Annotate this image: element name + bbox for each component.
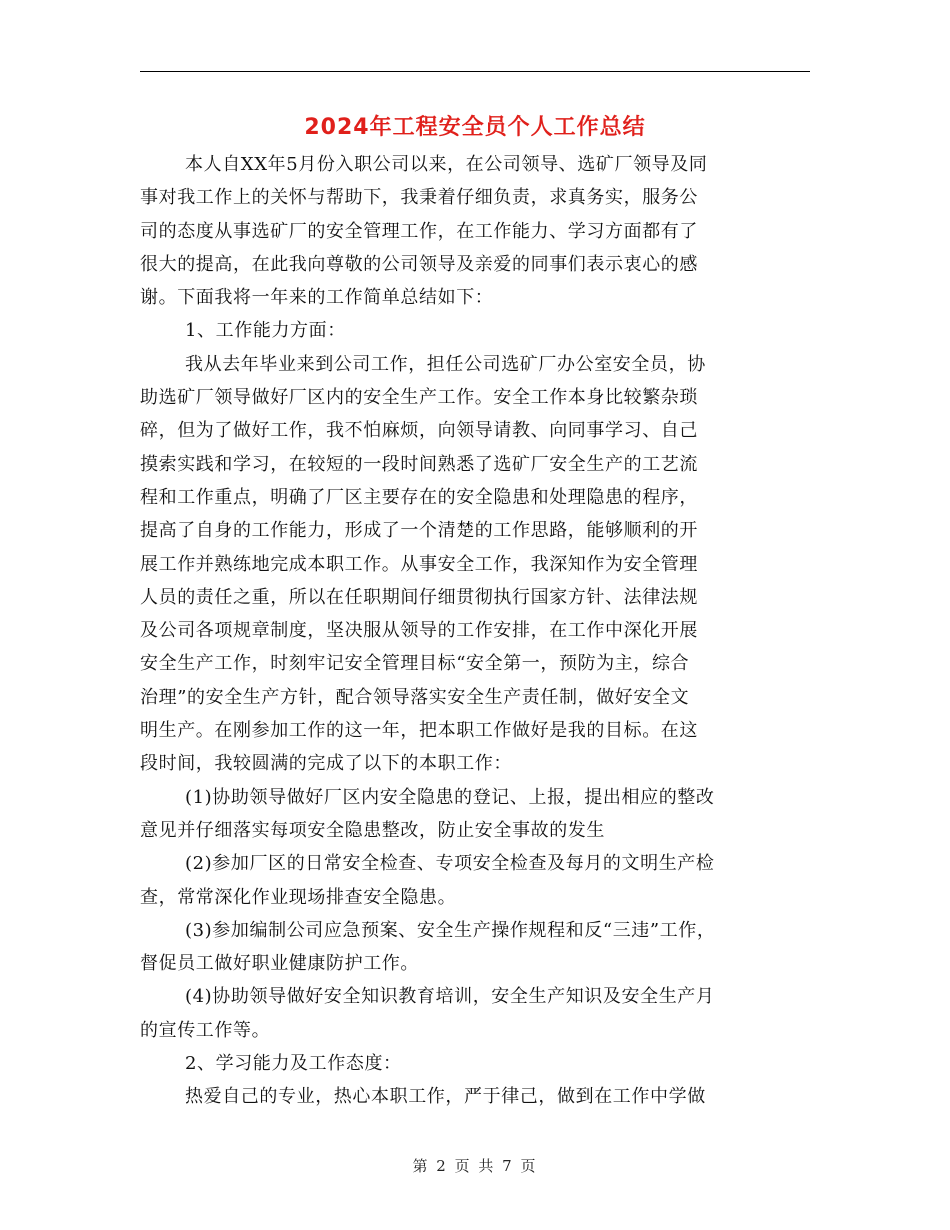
list-item-line: (4)协助领导做好安全知识教育培训，安全生产知识及安全生产月 [185,986,715,1008]
paragraph-line: 热爱自己的专业，热心本职工作，严于律己，做到在工作中学做 [185,1086,706,1108]
list-item-line: 督促员工做好职业健康防护工作。 [140,953,419,975]
list-item-line: 的宣传工作等。 [140,1019,271,1041]
document-body [140,148,810,1114]
paragraph-line: 提高了自身的工作能力，形成了一个清楚的工作思路，能够顺利的开 [140,520,698,542]
list-item-line: 意见并仔细落实每项安全隐患整改，防止安全事故的发生 [140,819,605,841]
paragraph-line: 展工作并熟练地完成本职工作。从事安全工作，我深知作为安全管理 [140,553,698,575]
list-item-line: (1)协助领导做好厂区内安全隐患的登记、上报，提出相应的整改 [185,786,715,808]
paragraph-line: 我从去年毕业来到公司工作，担任公司选矿厂办公室安全员，协 [185,353,706,375]
paragraph-line: 及公司各项规章制度，坚决服从领导的工作安排，在工作中深化开展 [140,620,698,642]
paragraph-line: 谢。下面我将一年来的工作简单总结如下： [140,287,494,309]
list-item-line: 查，常常深化作业现场排查安全隐患。 [140,886,457,908]
header-rule [140,71,810,72]
paragraph-line: 安全生产工作，时刻牢记安全管理目标“安全第一，预防为主，综合 [140,653,690,675]
paragraph-line: 段时间，我较圆满的完成了以下的本职工作： [140,753,512,775]
paragraph-line: 人员的责任之重，所以在任职期间仔细贯彻执行国家方针、法律法规 [140,586,698,608]
paragraph-line: 很大的提高，在此我向尊敬的公司领导及亲爱的同事们表示衷心的感 [140,253,698,275]
list-item-line: (2)参加厂区的日常安全检查、专项安全检查及每月的文明生产检 [185,853,715,875]
document-title: 2024年工程安全员个人工作总结 [304,115,646,140]
section-heading: 2、学习能力及工作态度： [185,1053,402,1075]
paragraph-line: 治理”的安全生产方针，配合领导落实安全生产责任制，做好安全文 [140,686,690,708]
paragraph-line: 摸索实践和学习，在较短的一段时间熟悉了选矿厂安全生产的工艺流 [140,453,698,475]
paragraph-line: 司的态度从事选矿厂的安全管理工作，在工作能力、学习方面都有了 [140,220,698,242]
paragraph-line: 助选矿厂领导做好厂区内的安全生产工作。安全工作本身比较繁杂琐 [140,387,698,409]
paragraph-line: 明生产。在刚参加工作的这一年，把本职工作做好是我的目标。在这 [140,720,698,742]
paragraph-line: 碎，但为了做好工作，我不怕麻烦，向领导请教、向同事学习、自己 [140,420,698,442]
paragraph-line: 程和工作重点，明确了厂区主要存在的安全隐患和处理隐患的程序， [140,486,698,508]
paragraph-line: 事对我工作上的关怀与帮助下，我秉着仔细负责，求真务实，服务公 [140,187,698,209]
paragraph-line: 本人自XX年5月份入职公司以来，在公司领导、选矿厂领导及同 [185,154,708,175]
list-item-line: (3)参加编制公司应急预案、安全生产操作规程和反“三违”工作， [185,919,716,941]
section-heading: 1、工作能力方面： [185,320,346,342]
page-number-footer: 第 2 页 共 7 页 [412,1157,538,1175]
